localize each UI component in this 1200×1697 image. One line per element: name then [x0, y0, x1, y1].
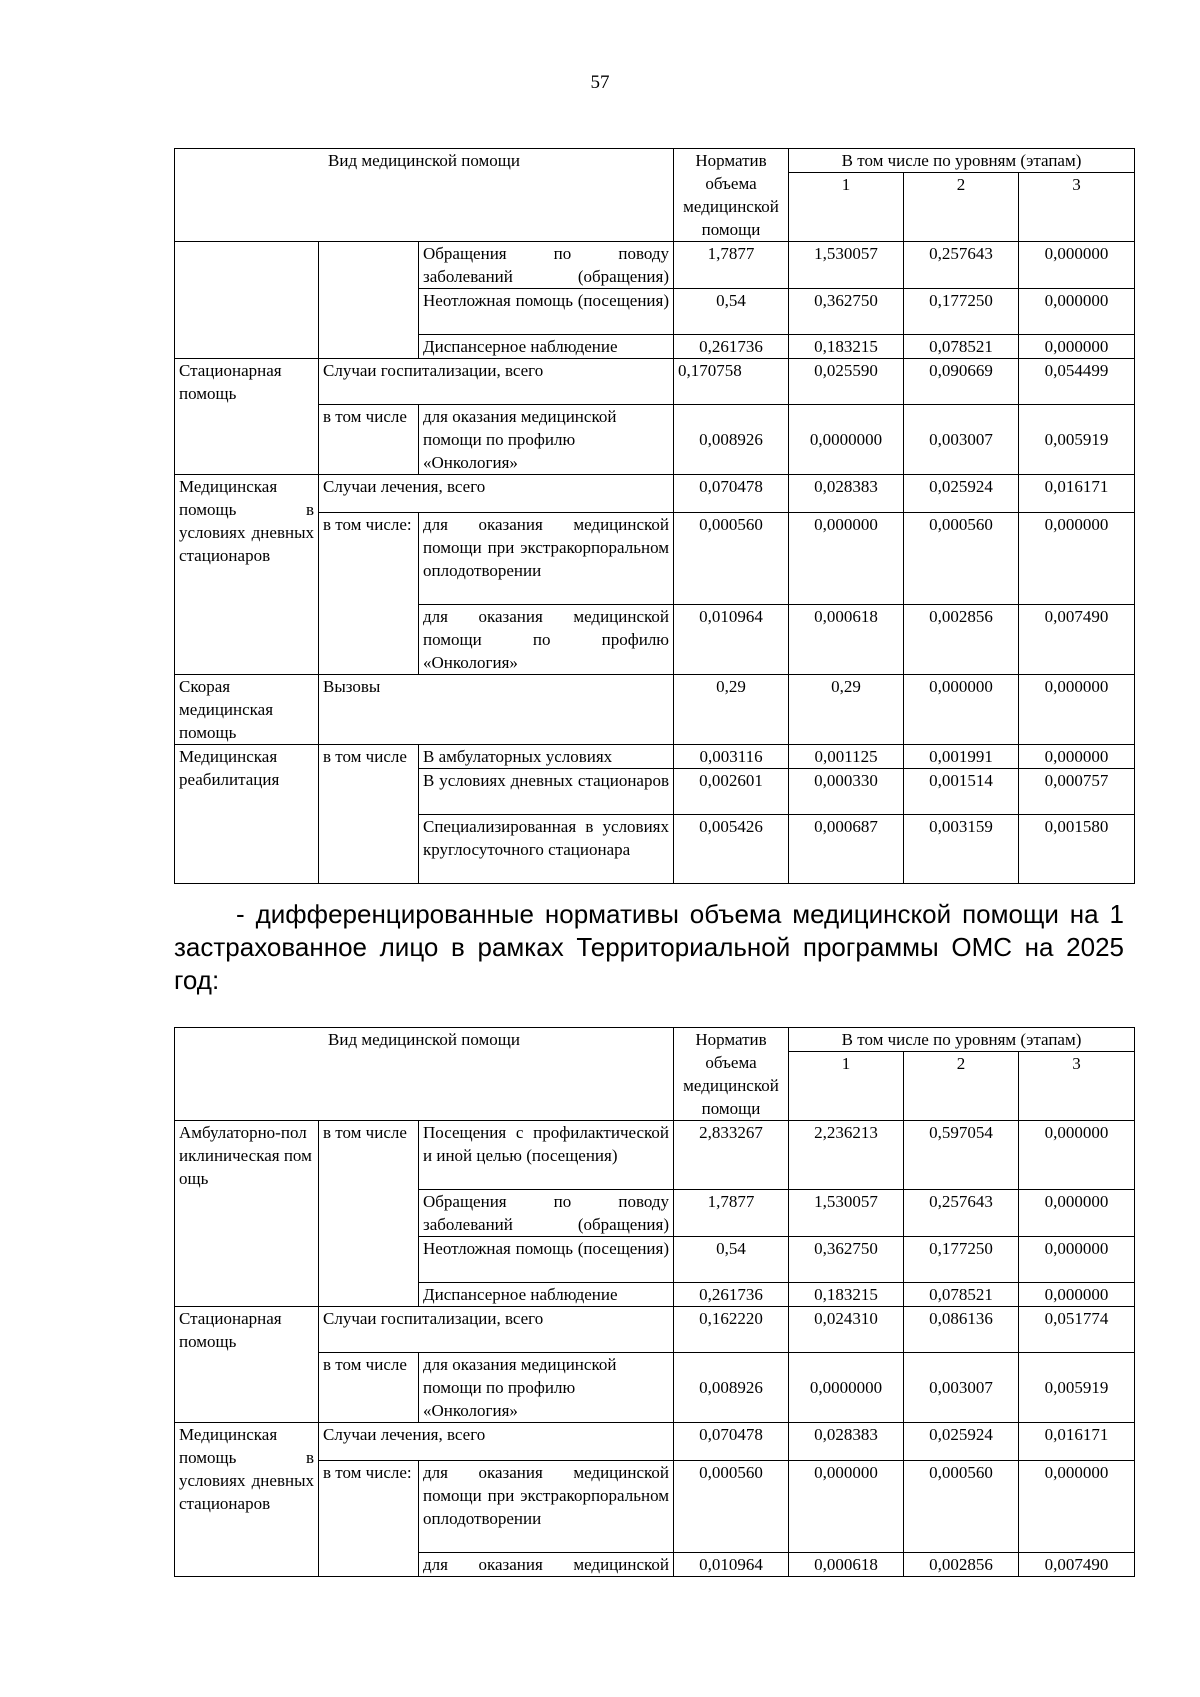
- row-label: Обращения по поводу заболеваний (обращения): [419, 1190, 674, 1237]
- value-level-1: 0,000618: [789, 1553, 904, 1577]
- header-level-1: 1: [789, 173, 904, 242]
- value-level-1: 0,183215: [789, 335, 904, 359]
- header-level-3: 3: [1019, 173, 1135, 242]
- row-label: для оказания медицинской помощи по профилю «Онкология»: [419, 405, 674, 475]
- value-level-3: 0,000000: [1019, 1237, 1135, 1283]
- norms-table-2024: [174, 148, 1135, 884]
- row-label: Диспансерное наблюдение: [419, 335, 674, 359]
- norms-table-2025: [174, 1027, 1135, 1577]
- incl-cell: в том числе:: [319, 513, 419, 675]
- row-label: для оказания медицинской помощи по профилю «Онкология»: [419, 605, 674, 675]
- value-level-1: 0,0000000: [789, 1353, 904, 1423]
- header-normative: Норматив объема медицинской помощи: [674, 149, 789, 242]
- row-label: Диспансерное наблюдение: [419, 1283, 674, 1307]
- table-row: [175, 1461, 1135, 1553]
- table-row: [175, 359, 1135, 405]
- row-label: для оказания медицинской помощи при экстракорпоральном оплодотворении: [419, 513, 674, 605]
- value-level-1: 0,362750: [789, 289, 904, 335]
- value-normative: 0,010964: [674, 605, 789, 675]
- care-type-cell: Медицинская помощь в условиях дневных стационаров: [175, 475, 319, 675]
- value-level-2: 0,002856: [904, 605, 1019, 675]
- incl-cell: в том числе: [319, 405, 419, 475]
- row-label: Случаи лечения, всего: [319, 475, 674, 513]
- value-normative: 0,005426: [674, 815, 789, 884]
- value-level-2: 0,000560: [904, 513, 1019, 605]
- value-level-1: 0,000618: [789, 605, 904, 675]
- value-level-3: 0,007490: [1019, 1553, 1135, 1577]
- value-level-2: 0,000000: [904, 675, 1019, 745]
- value-level-3: 0,000000: [1019, 1121, 1135, 1190]
- value-level-1: 0,000330: [789, 769, 904, 815]
- care-type-cell: Медицинская реабилитация: [175, 745, 319, 884]
- value-level-2: 0,257643: [904, 242, 1019, 289]
- value-level-2: 0,090669: [904, 359, 1019, 405]
- row-label: Обращения по поводу заболеваний (обращения): [419, 242, 674, 289]
- value-level-1: 0,028383: [789, 1423, 904, 1461]
- value-level-3: 0,016171: [1019, 1423, 1135, 1461]
- value-level-2: 0,177250: [904, 289, 1019, 335]
- value-level-3: 0,016171: [1019, 475, 1135, 513]
- value-level-2: 0,025924: [904, 1423, 1019, 1461]
- value-level-2: 0,078521: [904, 1283, 1019, 1307]
- value-normative: 0,008926: [674, 405, 789, 475]
- value-normative: 0,261736: [674, 1283, 789, 1307]
- value-level-1: 0,362750: [789, 1237, 904, 1283]
- row-label: В амбулаторных условиях: [419, 745, 674, 769]
- value-level-1: 2,236213: [789, 1121, 904, 1190]
- value-level-1: 0,000000: [789, 1461, 904, 1553]
- value-level-2: 0,086136: [904, 1307, 1019, 1353]
- table-row: [175, 242, 1135, 289]
- row-label: Посещения с профилактической и иной целью (посещения): [419, 1121, 674, 1190]
- value-level-3: 0,000000: [1019, 242, 1135, 289]
- incl-cell: в том числе: [319, 1121, 419, 1307]
- value-normative: 0,002601: [674, 769, 789, 815]
- value-level-1: 0,0000000: [789, 405, 904, 475]
- value-normative: 0,070478: [674, 1423, 789, 1461]
- row-label: для оказания медицинской: [419, 1553, 674, 1577]
- value-normative: 0,008926: [674, 1353, 789, 1423]
- value-level-3: 0,000000: [1019, 745, 1135, 769]
- page-number: 57: [590, 72, 610, 93]
- value-level-3: 0,001580: [1019, 815, 1135, 884]
- value-level-1: 0,001125: [789, 745, 904, 769]
- value-normative: 0,170758: [674, 359, 789, 405]
- header-normative: Норматив объема медицинской помощи: [674, 1028, 789, 1121]
- value-level-3: 0,000000: [1019, 1283, 1135, 1307]
- incl-cell: в том числе: [319, 745, 419, 884]
- value-level-2: 0,003007: [904, 405, 1019, 475]
- value-normative: 0,010964: [674, 1553, 789, 1577]
- table-row: [175, 1121, 1135, 1190]
- row-label: Неотложная помощь (посещения): [419, 289, 674, 335]
- care-type-cell: [175, 242, 319, 359]
- value-level-2: 0,002856: [904, 1553, 1019, 1577]
- table-row: [175, 1353, 1135, 1423]
- value-level-2: 0,003007: [904, 1353, 1019, 1423]
- intro-paragraph: - дифференцированные нормативы объема медицинской помощи на 1 застрахованное лицо в рамках Территориальной программы ОМС на 2025 год:: [174, 899, 1124, 995]
- value-level-3: 0,000000: [1019, 675, 1135, 745]
- value-level-3: 0,000000: [1019, 513, 1135, 605]
- row-label: Случаи госпитализации, всего: [319, 1307, 674, 1353]
- value-normative: 0,000560: [674, 1461, 789, 1553]
- value-level-3: 0,005919: [1019, 1353, 1135, 1423]
- header-care-type: Вид медицинской помощи: [175, 1028, 674, 1121]
- table-row: [175, 475, 1135, 513]
- value-level-2: 0,025924: [904, 475, 1019, 513]
- header-levels: В том числе по уровням (этапам): [789, 1028, 1135, 1052]
- value-level-1: 0,29: [789, 675, 904, 745]
- value-level-1: 1,530057: [789, 242, 904, 289]
- care-type-cell: Стационарная помощь: [175, 1307, 319, 1423]
- header-levels: В том числе по уровням (этапам): [789, 149, 1135, 173]
- header-level-3: 3: [1019, 1052, 1135, 1121]
- header-level-2: 2: [904, 173, 1019, 242]
- value-normative: 2,833267: [674, 1121, 789, 1190]
- value-level-3: 0,054499: [1019, 359, 1135, 405]
- value-level-1: 0,028383: [789, 475, 904, 513]
- value-level-1: 0,183215: [789, 1283, 904, 1307]
- value-normative: 0,261736: [674, 335, 789, 359]
- value-level-3: 0,007490: [1019, 605, 1135, 675]
- value-level-2: 0,000560: [904, 1461, 1019, 1553]
- value-level-3: 0,000000: [1019, 1461, 1135, 1553]
- incl-cell: в том числе: [319, 1353, 419, 1423]
- value-normative: 0,003116: [674, 745, 789, 769]
- value-level-3: 0,051774: [1019, 1307, 1135, 1353]
- value-normative: 0,000560: [674, 513, 789, 605]
- header-level-2: 2: [904, 1052, 1019, 1121]
- value-level-1: 0,000000: [789, 513, 904, 605]
- value-normative: 0,162220: [674, 1307, 789, 1353]
- care-type-cell: Амбулаторно-поликлиническая помощь: [175, 1121, 319, 1307]
- value-normative: 1,7877: [674, 242, 789, 289]
- value-normative: 0,070478: [674, 475, 789, 513]
- value-level-3: 0,000000: [1019, 1190, 1135, 1237]
- row-label: для оказания медицинской помощи по профилю «Онкология»: [419, 1353, 674, 1423]
- table-row: [175, 1307, 1135, 1353]
- value-level-3: 0,000757: [1019, 769, 1135, 815]
- value-normative: 0,29: [674, 675, 789, 745]
- value-normative: 1,7877: [674, 1190, 789, 1237]
- table-row: [175, 1423, 1135, 1461]
- row-label: Случаи лечения, всего: [319, 1423, 674, 1461]
- header-level-1: 1: [789, 1052, 904, 1121]
- care-type-cell: Стационарная помощь: [175, 359, 319, 475]
- value-level-2: 0,597054: [904, 1121, 1019, 1190]
- row-label: Случаи госпитализации, всего: [319, 359, 674, 405]
- header-care-type: Вид медицинской помощи: [175, 149, 674, 242]
- value-level-1: 0,024310: [789, 1307, 904, 1353]
- incl-cell: [319, 242, 419, 359]
- care-type-cell: Медицинская помощь в условиях дневных стационаров: [175, 1423, 319, 1577]
- value-level-3: 0,005919: [1019, 405, 1135, 475]
- value-level-3: 0,000000: [1019, 335, 1135, 359]
- incl-cell: в том числе:: [319, 1461, 419, 1577]
- value-level-2: 0,078521: [904, 335, 1019, 359]
- value-level-2: 0,001991: [904, 745, 1019, 769]
- value-level-2: 0,257643: [904, 1190, 1019, 1237]
- row-label: для оказания медицинской помощи при экстракорпоральном оплодотворении: [419, 1461, 674, 1553]
- value-normative: 0,54: [674, 1237, 789, 1283]
- value-level-2: 0,001514: [904, 769, 1019, 815]
- row-label: Неотложная помощь (посещения): [419, 1237, 674, 1283]
- value-level-2: 0,003159: [904, 815, 1019, 884]
- table-row: [175, 513, 1135, 605]
- table-row: [175, 405, 1135, 475]
- value-level-1: 0,000687: [789, 815, 904, 884]
- row-label: В условиях дневных стационаров: [419, 769, 674, 815]
- value-level-2: 0,177250: [904, 1237, 1019, 1283]
- value-level-1: 1,530057: [789, 1190, 904, 1237]
- value-normative: 0,54: [674, 289, 789, 335]
- value-level-1: 0,025590: [789, 359, 904, 405]
- care-type-cell: Скорая медицинская помощь: [175, 675, 319, 745]
- value-level-3: 0,000000: [1019, 289, 1135, 335]
- table-row: [175, 675, 1135, 745]
- row-label: Специализированная в условиях круглосуточного стационара: [419, 815, 674, 884]
- table-row: [175, 745, 1135, 769]
- row-label: Вызовы: [319, 675, 674, 745]
